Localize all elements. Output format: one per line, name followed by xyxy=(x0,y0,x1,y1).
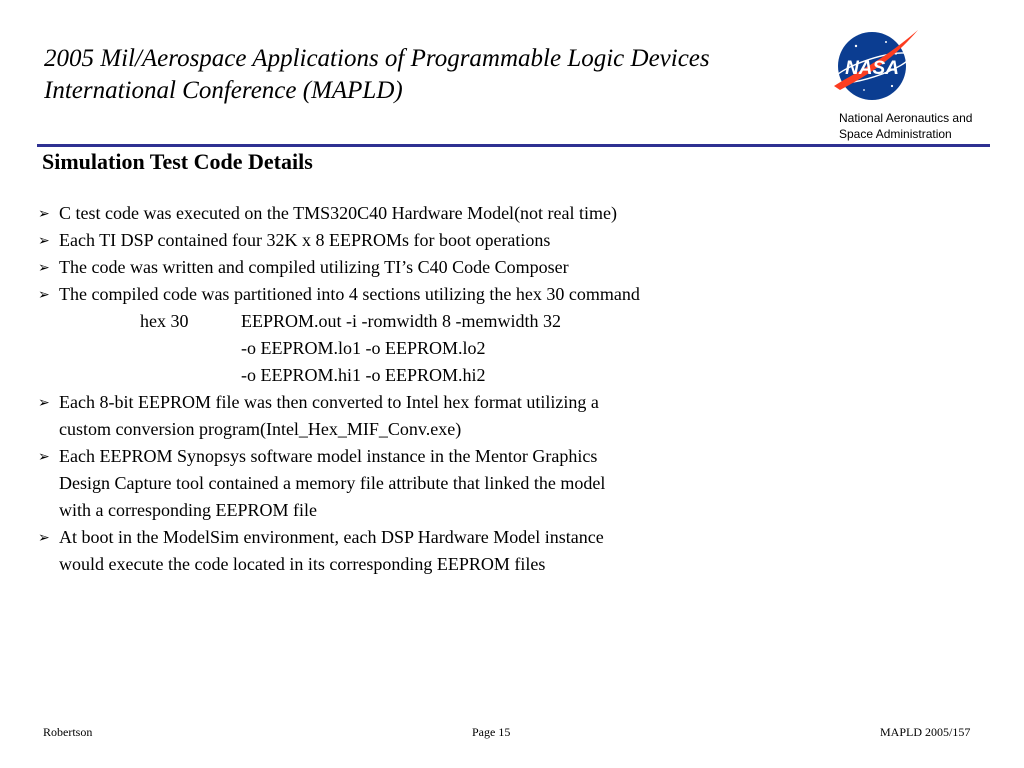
bullet-text: Each 8-bit EEPROM file was then converted to Intel hex format utilizing a xyxy=(59,392,599,412)
agency-name-line-2: Space Administration xyxy=(839,127,952,141)
bullet-text: The code was written and compiled utilizing TI’s C40 Code Composer xyxy=(59,257,569,277)
bullet-continuation: with a corresponding EEPROM file xyxy=(59,500,317,520)
bullet-text: C test code was executed on the TMS320C40 Hardware Model(not real time) xyxy=(59,203,618,223)
slide-content xyxy=(38,200,828,578)
conference-title-line-1: 2005 Mil/Aerospace Applications of Programmable Logic Devices xyxy=(44,45,710,72)
conference-title xyxy=(44,43,804,107)
bullet-text: Each EEPROM Synopsys software model instance in the Mentor Graphics xyxy=(59,446,598,466)
bullet-arrow-icon: ➢ xyxy=(38,530,50,546)
bullet-arrow-icon: ➢ xyxy=(38,233,50,249)
bullet-item xyxy=(38,281,828,308)
bullet-continuation: custom conversion program(Intel_Hex_MIF_Conv.exe) xyxy=(59,419,462,439)
agency-name xyxy=(839,110,972,142)
bullet-arrow-icon: ➢ xyxy=(38,449,50,465)
footer-reference: MAPLD 2005/157 xyxy=(880,725,971,739)
command-args: EEPROM.out -i -romwidth 8 -memwidth 32 xyxy=(241,311,561,331)
bullet-item xyxy=(38,200,828,227)
bullet-continuation: Design Capture tool contained a memory file attribute that linked the model xyxy=(59,473,606,493)
bullet-item xyxy=(38,227,828,254)
bullet-item xyxy=(38,389,828,416)
footer-author: Robertson xyxy=(43,725,93,739)
bullet-text: The compiled code was partitioned into 4 sections utilizing the hex 30 command xyxy=(59,284,640,304)
nasa-logo xyxy=(826,24,922,104)
footer-page-number: Page 15 xyxy=(472,725,511,739)
bullet-text: Each TI DSP contained four 32K x 8 EEPROMs for boot operations xyxy=(59,230,551,250)
command-line xyxy=(38,308,828,335)
bullet-item xyxy=(38,254,828,281)
bullet-item xyxy=(38,524,828,551)
bullet-arrow-icon: ➢ xyxy=(38,206,50,222)
command-name: hex 30 xyxy=(140,311,189,331)
slide-heading: Simulation Test Code Details xyxy=(42,149,313,174)
bullet-item xyxy=(38,443,828,470)
bullet-arrow-icon: ➢ xyxy=(38,395,50,411)
bullet-arrow-icon: ➢ xyxy=(38,287,50,303)
command-line: -o EEPROM.hi1 -o EEPROM.hi2 xyxy=(241,365,486,385)
command-line: -o EEPROM.lo1 -o EEPROM.lo2 xyxy=(241,338,486,358)
bullet-continuation: would execute the code located in its corresponding EEPROM files xyxy=(59,554,546,574)
conference-title-line-2: International Conference (MAPLD) xyxy=(44,77,403,104)
bullet-arrow-icon: ➢ xyxy=(38,260,50,276)
nasa-logo-text: NASA xyxy=(845,58,899,79)
agency-name-line-1: National Aeronautics and xyxy=(839,111,973,125)
bullet-text: At boot in the ModelSim environment, each DSP Hardware Model instance xyxy=(59,527,604,547)
